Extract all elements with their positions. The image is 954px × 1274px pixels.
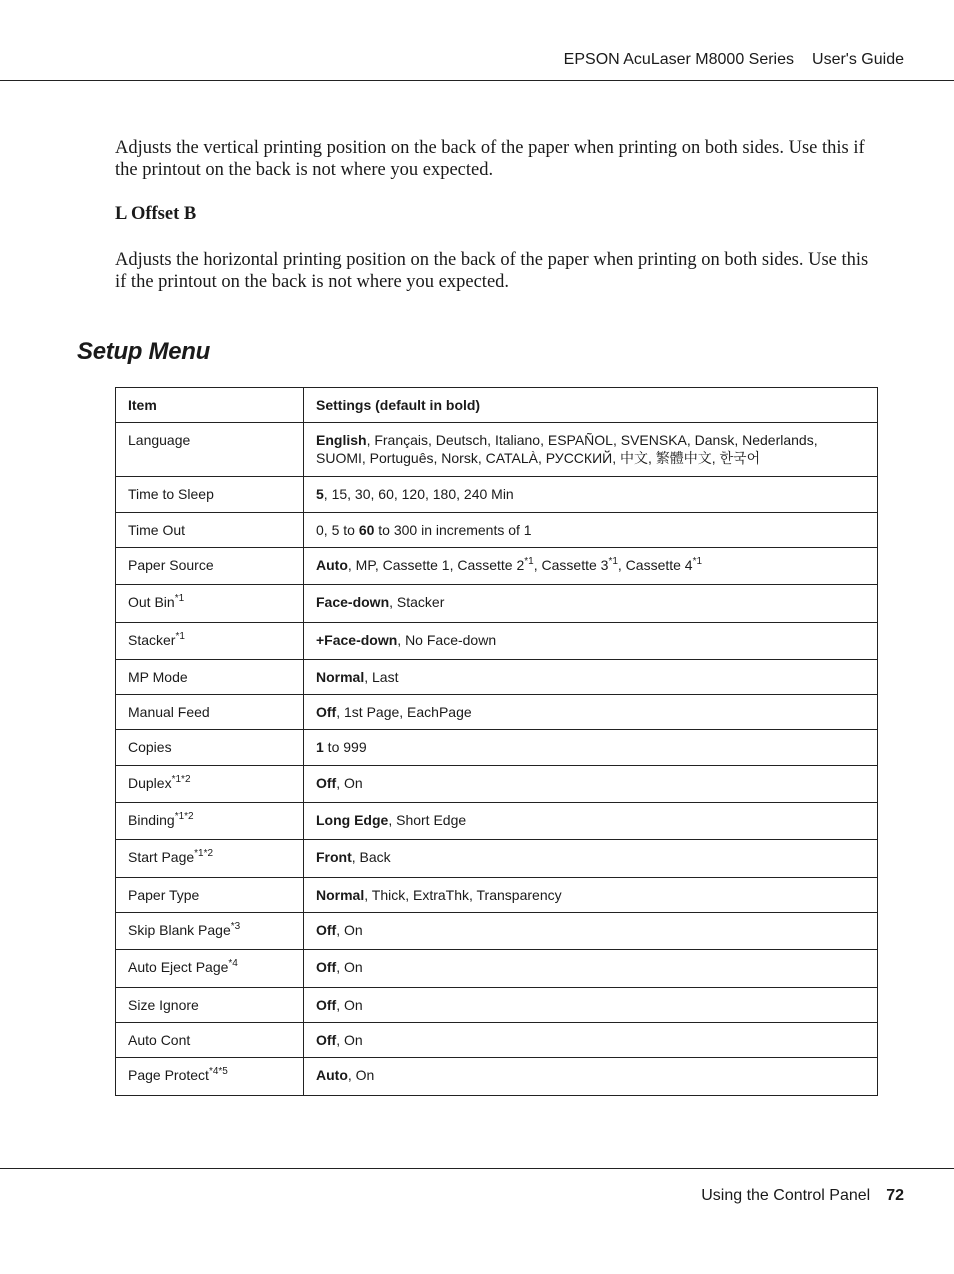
footer-chapter: Using the Control Panel bbox=[701, 1187, 871, 1204]
item-label: Manual Feed bbox=[128, 704, 210, 720]
table-header-row bbox=[116, 388, 878, 423]
other-values: , On bbox=[336, 775, 363, 791]
default-value: 60 bbox=[358, 522, 375, 538]
page-header bbox=[0, 0, 954, 81]
item-cell bbox=[116, 840, 304, 878]
settings-cell bbox=[304, 878, 878, 913]
settings-cell bbox=[304, 803, 878, 840]
settings-cell bbox=[304, 1023, 878, 1058]
item-cell bbox=[116, 913, 304, 950]
item-cell bbox=[116, 660, 304, 695]
default-value: Long Edge bbox=[316, 812, 389, 828]
table-row bbox=[116, 548, 878, 585]
header-guide: User's Guide bbox=[812, 51, 904, 68]
table-row bbox=[116, 766, 878, 803]
settings-cell bbox=[304, 477, 878, 513]
table-row bbox=[116, 660, 878, 695]
table-row bbox=[116, 695, 878, 730]
settings-cell bbox=[304, 423, 878, 477]
other-values: , 15, 30, 60, 120, 180, 240 Min bbox=[323, 486, 514, 502]
table-row bbox=[116, 423, 878, 477]
settings-cell bbox=[304, 988, 878, 1023]
item-cell bbox=[116, 548, 304, 585]
settings-cell bbox=[304, 548, 878, 585]
default-value: 1 bbox=[316, 739, 324, 755]
subheading-l-offset-b: L Offset B bbox=[115, 204, 197, 224]
table-row bbox=[116, 878, 878, 913]
other-values: , Français, Deutsch, Italiano, ESPAÑOL, SVENSKA, Dansk, Nederlands, SUOMI, Português, Norsk, CATALÀ, РУССКИЙ, 中文, 繁體中文, 한국어 bbox=[316, 432, 818, 466]
default-value: 5 bbox=[316, 486, 324, 502]
default-value: Off bbox=[316, 922, 337, 938]
item-footnote: *1*2 bbox=[174, 811, 194, 822]
settings-cell bbox=[304, 913, 878, 950]
table-row bbox=[116, 477, 878, 513]
other-values: , On bbox=[347, 1067, 375, 1083]
item-cell bbox=[116, 423, 304, 477]
item-cell bbox=[116, 585, 304, 623]
footnote-marker: *1 bbox=[524, 556, 534, 567]
table-row bbox=[116, 623, 878, 660]
paragraph-vertical-offset: Adjusts the vertical printing position on the back of the paper when printing on both sides. Use this if the printout on the back is not where you expected. bbox=[115, 138, 865, 180]
footnote-marker: *1 bbox=[692, 556, 703, 567]
header-product: EPSON AcuLaser M8000 Series bbox=[563, 51, 795, 68]
item-footnote: *1*2 bbox=[194, 848, 214, 859]
other-values: , On bbox=[336, 959, 363, 975]
item-footnote: *1 bbox=[175, 631, 185, 642]
item-cell bbox=[116, 988, 304, 1023]
table-row bbox=[116, 1023, 878, 1058]
item-label: Stacker bbox=[128, 632, 176, 648]
item-label: Size Ignore bbox=[128, 997, 199, 1013]
item-cell bbox=[116, 766, 304, 803]
settings-prefix: 0, 5 to bbox=[316, 522, 359, 538]
item-label: Start Page bbox=[128, 849, 195, 865]
table-row bbox=[116, 950, 878, 988]
page-number: 72 bbox=[886, 1187, 904, 1204]
table-row bbox=[116, 840, 878, 878]
default-value: Front bbox=[316, 849, 352, 865]
default-value: Off bbox=[316, 1032, 337, 1048]
item-label: Time Out bbox=[128, 522, 186, 538]
table-row bbox=[116, 988, 878, 1023]
settings-cell bbox=[304, 950, 878, 988]
other-values: to 300 in increments of 1 bbox=[374, 522, 532, 538]
item-label: Copies bbox=[128, 739, 172, 755]
column-header-item: Item bbox=[116, 388, 304, 423]
default-value: Auto bbox=[316, 1067, 348, 1083]
item-label: Auto Cont bbox=[128, 1032, 191, 1048]
item-cell bbox=[116, 513, 304, 548]
settings-cell bbox=[304, 766, 878, 803]
other-values: , MP, Cassette 1, Cassette 2$^{*1}$, Cassette 3$^{*1}$, Cassette 4$^{*1}$ bbox=[347, 556, 703, 573]
other-values: , Back bbox=[351, 849, 391, 865]
section-title: Setup Menu bbox=[77, 338, 210, 365]
other-values: , On bbox=[336, 997, 363, 1013]
item-label: Skip Blank Page bbox=[128, 922, 231, 938]
item-cell bbox=[116, 695, 304, 730]
default-value: Off bbox=[316, 959, 337, 975]
item-label: Language bbox=[128, 432, 191, 448]
default-value: Normal bbox=[316, 887, 365, 903]
table-row bbox=[116, 803, 878, 840]
default-value: Normal bbox=[316, 669, 365, 685]
other-values: , No Face-down bbox=[397, 632, 497, 648]
item-label: Auto Eject Page bbox=[128, 959, 229, 975]
table-row bbox=[116, 585, 878, 623]
item-cell bbox=[116, 878, 304, 913]
item-cell bbox=[116, 1058, 304, 1096]
item-cell bbox=[116, 730, 304, 766]
default-value: English bbox=[316, 432, 367, 448]
item-label: Duplex bbox=[128, 775, 172, 791]
default-value: +Face-down bbox=[316, 632, 398, 648]
other-values: , On bbox=[336, 922, 363, 938]
other-values: , 1st Page, EachPage bbox=[336, 704, 472, 720]
settings-cell bbox=[304, 840, 878, 878]
item-footnote: *1 bbox=[174, 593, 185, 604]
item-label: Out Bin bbox=[128, 594, 175, 610]
settings-cell bbox=[304, 585, 878, 623]
table-row bbox=[116, 1058, 878, 1096]
item-cell bbox=[116, 477, 304, 513]
setup-menu-table bbox=[115, 387, 878, 1096]
item-cell bbox=[116, 1023, 304, 1058]
settings-cell bbox=[304, 623, 878, 660]
page-footer-rule bbox=[0, 1168, 954, 1169]
item-footnote: *1*2 bbox=[171, 774, 191, 785]
settings-cell bbox=[304, 1058, 878, 1096]
other-values: , Stacker bbox=[389, 594, 445, 610]
item-cell bbox=[116, 950, 304, 988]
settings-cell bbox=[304, 695, 878, 730]
item-label: Paper Type bbox=[128, 887, 200, 903]
item-footnote: *3 bbox=[230, 921, 241, 932]
item-label: Page Protect bbox=[128, 1067, 209, 1083]
item-cell bbox=[116, 803, 304, 840]
default-value: Off bbox=[316, 997, 337, 1013]
settings-cell bbox=[304, 660, 878, 695]
default-value: Off bbox=[316, 704, 337, 720]
footnote-marker: *1 bbox=[608, 556, 618, 567]
other-values: , Last bbox=[364, 669, 399, 685]
table-row bbox=[116, 513, 878, 548]
default-value: Face-down bbox=[316, 594, 390, 610]
column-header-settings: Settings (default in bold) bbox=[304, 388, 878, 423]
header-text bbox=[564, 51, 904, 69]
default-value: Off bbox=[316, 775, 337, 791]
item-label: Binding bbox=[128, 812, 175, 828]
other-values: to 999 bbox=[323, 739, 367, 755]
other-values: , Short Edge bbox=[388, 812, 467, 828]
other-values: , On bbox=[336, 1032, 363, 1048]
page-footer bbox=[701, 1187, 904, 1205]
settings-cell bbox=[304, 730, 878, 766]
table-row bbox=[116, 913, 878, 950]
item-label: Time to Sleep bbox=[128, 486, 214, 502]
paragraph-horizontal-offset: Adjusts the horizontal printing position on the back of the paper when printing on both sides. Use this if the printout on the back is not where you expected. bbox=[115, 250, 869, 292]
default-value: Auto bbox=[316, 557, 348, 573]
other-values: , Thick, ExtraThk, Transparency bbox=[364, 887, 562, 903]
table-row bbox=[116, 730, 878, 766]
settings-cell bbox=[304, 513, 878, 548]
item-label: MP Mode bbox=[128, 669, 188, 685]
item-footnote: *4 bbox=[228, 958, 238, 969]
item-footnote: *4*5 bbox=[208, 1066, 228, 1077]
item-cell bbox=[116, 623, 304, 660]
item-label: Paper Source bbox=[128, 557, 214, 573]
